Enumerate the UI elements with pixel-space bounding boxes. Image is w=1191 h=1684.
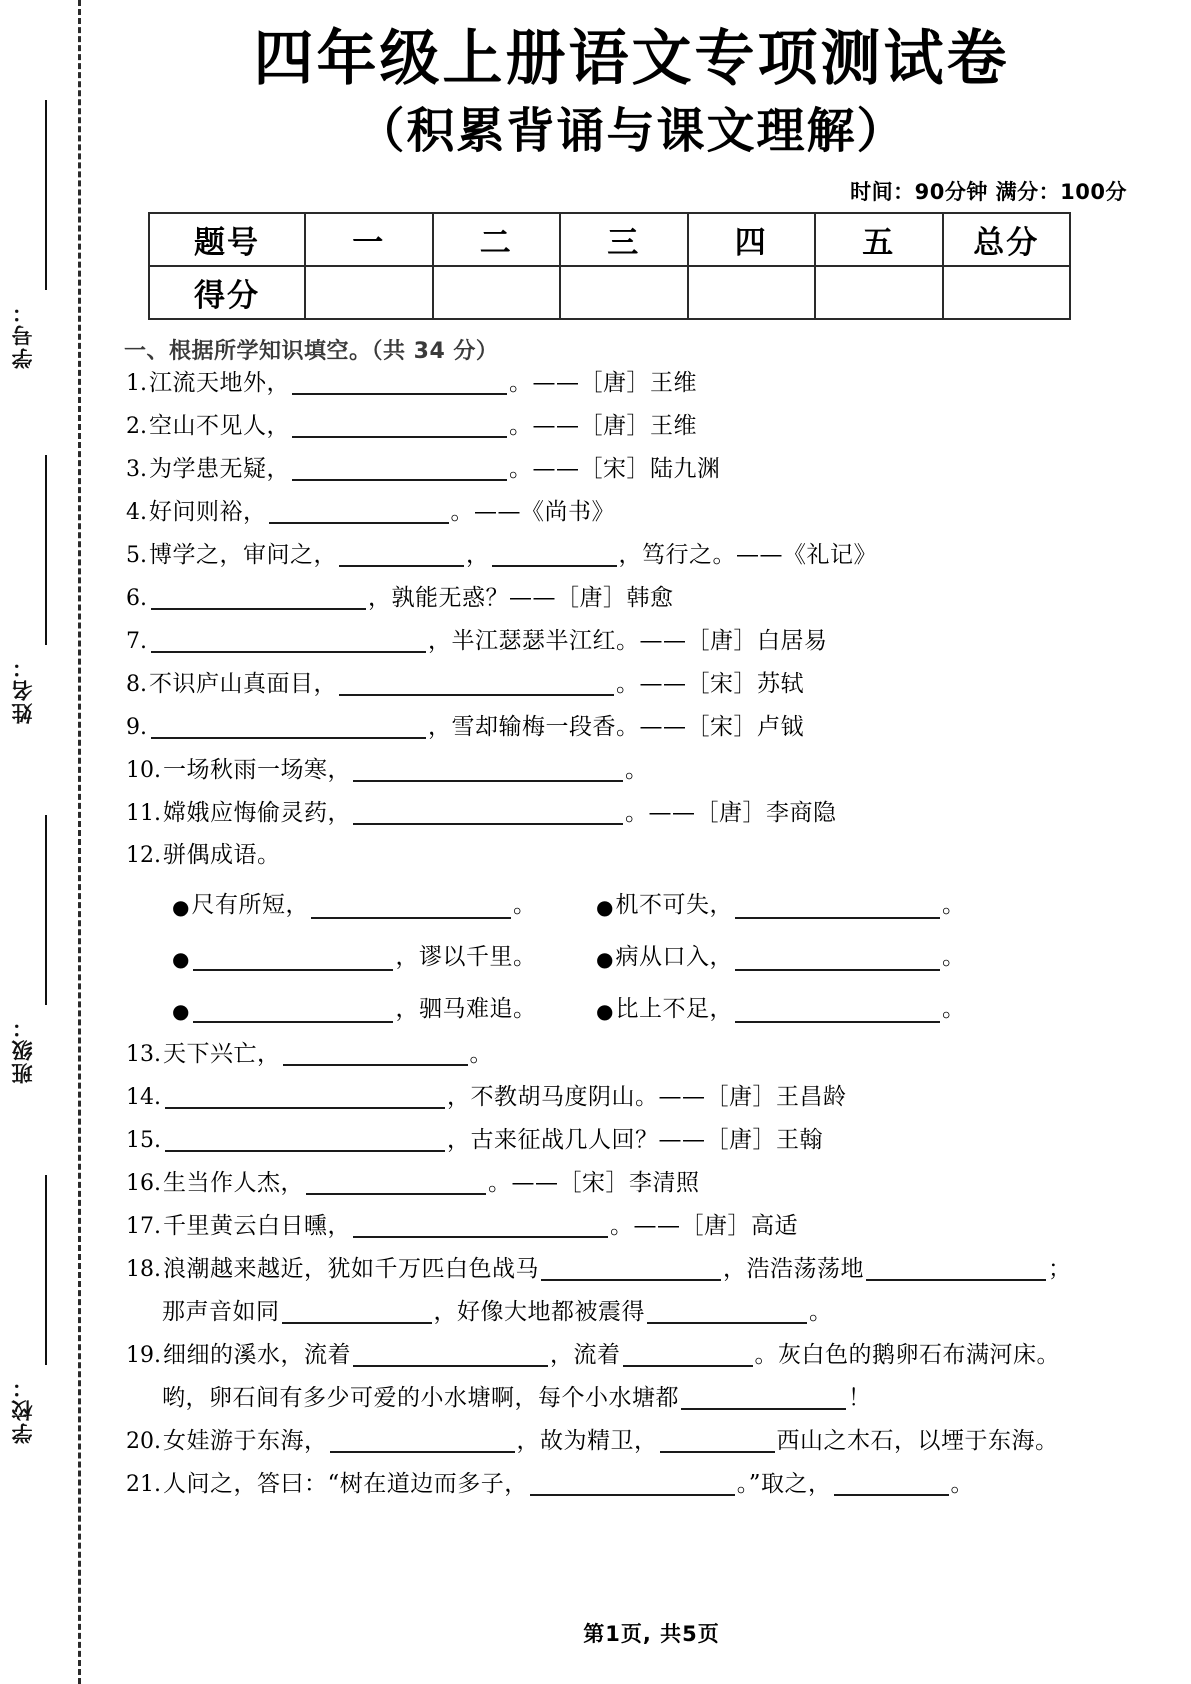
question-number: 13. — [126, 1042, 161, 1068]
question-number: 6. — [126, 586, 147, 612]
idiom-pair-row — [126, 886, 1172, 919]
question-number: 7. — [126, 629, 147, 655]
idiom-item-right — [596, 938, 1076, 971]
score-table-col-2: 二 — [433, 213, 561, 266]
question-number: 9. — [126, 715, 147, 741]
question-number: 15. — [126, 1128, 161, 1154]
question-text: ，古来征战几人回？——［唐］王翰 — [447, 1127, 823, 1154]
answer-blank[interactable] — [735, 895, 940, 919]
score-table-col-1: 一 — [305, 213, 433, 266]
answer-blank[interactable] — [269, 500, 449, 524]
question-text: 。——［唐］高适 — [610, 1213, 798, 1240]
score-table-cell-4[interactable] — [688, 266, 816, 319]
bullet-icon: ● — [172, 999, 190, 1024]
question-text: 机不可失， — [615, 892, 733, 919]
question-text: 细细的溪水，流着 — [163, 1342, 351, 1369]
answer-blank[interactable] — [353, 1343, 548, 1367]
question-text: ，好像大地都被震得 — [433, 1299, 645, 1326]
answer-blank[interactable] — [541, 1257, 721, 1281]
answer-blank[interactable] — [151, 715, 426, 739]
question-text: 空山不见人， — [149, 413, 290, 440]
score-table-rowlabel: 题号 — [149, 213, 305, 266]
question-number: 21. — [126, 1472, 161, 1498]
score-table-row-score — [149, 266, 1070, 319]
answer-blank[interactable] — [282, 1300, 432, 1324]
page-footer: 第1页, 共5页 — [583, 1622, 720, 1646]
answer-blank[interactable] — [151, 586, 366, 610]
score-table-col-6: 总分 — [943, 213, 1071, 266]
question-text: 。 — [941, 996, 966, 1023]
idiom-pair-row — [126, 938, 1172, 971]
question-text: 为学患无疑， — [149, 456, 290, 483]
question-text: 女娃游于东海， — [163, 1428, 328, 1455]
question-row — [126, 629, 1172, 653]
seal-binding-column — [0, 0, 112, 1684]
question-number: 16. — [126, 1171, 161, 1197]
question-text: 人问之，答曰：“树在道边而多子， — [163, 1471, 528, 1498]
idiom-item-left — [126, 938, 596, 971]
answer-blank[interactable] — [283, 1042, 468, 1066]
question-row — [126, 1128, 1172, 1152]
answer-blank[interactable] — [151, 629, 426, 653]
question-text: 博学之，审问之， — [149, 542, 337, 569]
score-table-cell-2[interactable] — [433, 266, 561, 319]
question-text: 比上不足， — [615, 996, 733, 1023]
question-continuation-line — [162, 1386, 1172, 1410]
score-table-cell-1[interactable] — [305, 266, 433, 319]
score-table-cell-3[interactable] — [560, 266, 688, 319]
question-number: 5. — [126, 543, 147, 569]
answer-blank[interactable] — [735, 947, 940, 971]
idiom-pair-row — [126, 990, 1172, 1023]
question-text: 。——［唐］王维 — [509, 370, 697, 397]
exam-meta: 时间：90分钟 满分：100分 — [850, 180, 1127, 205]
page-subtitle: （积累背诵与课文理解） — [356, 102, 907, 159]
seal-label-4: 学校： — [11, 1375, 35, 1444]
bullet-icon: ● — [596, 947, 614, 972]
question-text: 西山之木石，以堙于东海。 — [776, 1428, 1059, 1455]
question-text: 。 — [625, 757, 649, 784]
title-block — [112, 0, 1191, 160]
score-table — [148, 212, 1071, 320]
question-row — [126, 1429, 1172, 1453]
question-number: 2. — [126, 414, 147, 440]
answer-blank[interactable] — [165, 1128, 445, 1152]
question-text: 好问则裕， — [149, 499, 267, 526]
score-table-col-5: 五 — [815, 213, 943, 266]
question-text: 千里黄云白日曛， — [163, 1213, 351, 1240]
question-row — [126, 500, 1172, 524]
question-number: 12. — [126, 843, 161, 869]
seal-write-rule-1 — [45, 100, 47, 290]
section-heading: 一、根据所学知识填空。（共 34 分） — [124, 339, 499, 365]
answer-blank[interactable] — [681, 1386, 846, 1410]
question-number: 4. — [126, 500, 147, 526]
answer-blank[interactable] — [353, 801, 623, 825]
question-row — [126, 1214, 1172, 1238]
seal-label-2: 姓名： — [11, 655, 35, 724]
question-text: ，孰能无惑？——［唐］韩愈 — [368, 585, 674, 612]
score-table-cell-5[interactable] — [815, 266, 943, 319]
question-row — [126, 1343, 1172, 1367]
question-text: ，笃行之。——《礼记》 — [618, 542, 877, 569]
question-number: 20. — [126, 1429, 161, 1455]
answer-blank[interactable] — [165, 1085, 445, 1109]
question-row — [126, 457, 1172, 481]
answer-blank[interactable] — [647, 1300, 807, 1324]
question-text: 。——《尚书》 — [450, 499, 615, 526]
seal-label-1: 学号： — [11, 300, 35, 369]
score-table-row-header — [149, 213, 1070, 266]
answer-blank[interactable] — [660, 1429, 775, 1453]
question-text: 。”取之， — [736, 1471, 832, 1498]
question-text: 生当作人杰， — [163, 1170, 304, 1197]
question-text: ，驷马难追。 — [395, 996, 537, 1023]
answer-blank[interactable] — [193, 947, 393, 971]
answer-blank[interactable] — [339, 543, 464, 567]
question-text: ，流着 — [550, 1342, 621, 1369]
answer-blank[interactable] — [623, 1343, 753, 1367]
question-row — [126, 1257, 1172, 1281]
question-text: 那声音如同 — [162, 1299, 280, 1326]
page-title: 四年级上册语文专项测试卷 — [253, 24, 1010, 94]
question-number: 19. — [126, 1343, 161, 1369]
seal-label-3: 班级： — [11, 1015, 35, 1084]
idiom-item-right — [596, 990, 1076, 1023]
answer-blank[interactable] — [492, 543, 617, 567]
question-row — [126, 1171, 1172, 1195]
idiom-item-right — [596, 886, 1076, 919]
question-text: ， — [466, 542, 490, 569]
score-table-col-3: 三 — [560, 213, 688, 266]
answer-blank[interactable] — [834, 1472, 949, 1496]
question-text: 哟，卵石间有多少可爱的小水塘啊，每个小水塘都 — [162, 1385, 679, 1412]
bullet-icon: ● — [596, 999, 614, 1024]
question-text: 。 — [809, 1299, 833, 1326]
score-table-col-4: 四 — [688, 213, 816, 266]
seal-dashed-line — [78, 0, 81, 1684]
question-text: 浪潮越来越近，犹如千万匹白色战马 — [163, 1256, 539, 1283]
question-row — [126, 371, 1172, 395]
answer-blank[interactable] — [311, 895, 511, 919]
question-text: 。——［唐］李商隐 — [625, 800, 837, 827]
question-text: 。 — [941, 944, 966, 971]
question-text: 天下兴亡， — [163, 1041, 281, 1068]
answer-blank[interactable] — [292, 371, 507, 395]
question-number: 10. — [126, 758, 161, 784]
bullet-icon: ● — [172, 947, 190, 972]
question-row — [126, 1472, 1172, 1496]
question-number: 17. — [126, 1214, 161, 1240]
question-text: 不识庐山真面目， — [149, 671, 337, 698]
question-row — [126, 715, 1172, 739]
question-text: 。——［唐］王维 — [509, 413, 697, 440]
question-row — [126, 801, 1172, 825]
question-text: 。 — [941, 892, 966, 919]
question-text: 。灰白色的鹅卵石布满河床。 — [754, 1342, 1060, 1369]
answer-blank[interactable] — [292, 457, 507, 481]
question-number: 1. — [126, 371, 147, 397]
question-text: 。 — [950, 1471, 975, 1498]
answer-blank[interactable] — [306, 1171, 486, 1195]
question-row — [126, 758, 1172, 782]
question-row — [126, 414, 1172, 438]
question-number: 14. — [126, 1085, 161, 1111]
question-text: 。 — [469, 1041, 493, 1068]
answer-blank[interactable] — [339, 672, 614, 696]
question-row — [126, 844, 1172, 867]
question-text: 。 — [512, 892, 537, 919]
question-text: ，雪却输梅一段香。——［宋］卢钺 — [428, 714, 804, 741]
question-text: ，半江瑟瑟半江红。——［唐］白居易 — [428, 628, 828, 655]
answer-blank[interactable] — [866, 1257, 1046, 1281]
score-table-rowlabel: 得分 — [149, 266, 305, 319]
question-text: ，谬以千里。 — [395, 944, 537, 971]
idiom-item-left — [126, 886, 596, 919]
question-text: 一场秋雨一场寒， — [163, 757, 351, 784]
question-text: ； — [1048, 1256, 1072, 1283]
question-text: 。——［宋］苏轼 — [616, 671, 804, 698]
answer-blank[interactable] — [530, 1472, 735, 1496]
answer-blank[interactable] — [292, 414, 507, 438]
answer-blank[interactable] — [735, 999, 940, 1023]
answer-blank[interactable] — [330, 1429, 515, 1453]
question-text: ，故为精卫， — [516, 1428, 658, 1455]
question-row — [126, 1042, 1172, 1066]
question-number: 3. — [126, 457, 147, 483]
seal-write-rule-3 — [45, 815, 47, 1005]
question-row — [126, 586, 1172, 610]
question-text: 江流天地外， — [149, 370, 290, 397]
question-text: 病从口入， — [615, 944, 733, 971]
question-number: 11. — [126, 801, 161, 827]
question-continuation-line — [162, 1300, 1172, 1324]
question-text: ，不教胡马度阴山。——［唐］王昌龄 — [447, 1084, 847, 1111]
question-text: 。——［宋］陆九渊 — [509, 456, 721, 483]
question-number: 8. — [126, 672, 147, 698]
bullet-icon: ● — [596, 895, 614, 920]
answer-blank[interactable] — [353, 758, 623, 782]
answer-blank[interactable] — [193, 999, 393, 1023]
question-text: 。——［宋］李清照 — [488, 1170, 700, 1197]
idiom-item-left — [126, 990, 596, 1023]
question-text: 骈偶成语。 — [163, 842, 281, 869]
question-number: 18. — [126, 1257, 161, 1283]
question-text: 嫦娥应悔偷灵药， — [163, 800, 351, 827]
seal-write-rule-4 — [45, 1175, 47, 1365]
question-row — [126, 543, 1172, 567]
question-row — [126, 672, 1172, 696]
question-row — [126, 1085, 1172, 1109]
question-text: ！ — [848, 1385, 872, 1412]
exam-page — [112, 0, 1191, 1684]
seal-write-rule-2 — [45, 455, 47, 645]
score-table-cell-6[interactable] — [943, 266, 1071, 319]
question-list — [126, 371, 1172, 1496]
bullet-icon: ● — [172, 895, 190, 920]
question-text: ，浩浩荡荡地 — [723, 1256, 864, 1283]
answer-blank[interactable] — [353, 1214, 608, 1238]
question-text: 尺有所短， — [191, 892, 309, 919]
